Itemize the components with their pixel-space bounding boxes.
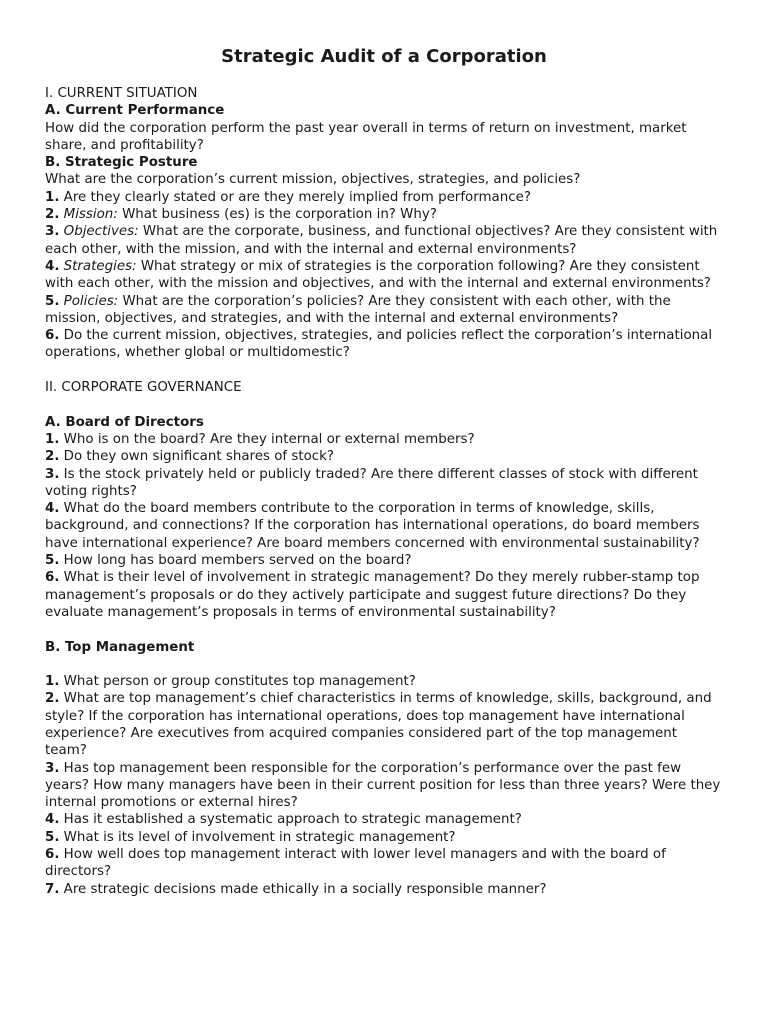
list-item: 5. How long has board members served on the board? — [45, 553, 412, 569]
list-item: 2. What are top management’s chief characteristics in terms of knowledge, skills, background, and style? If the corporation has international operations, does top management have international experience? Are executives from acquired companies considered part of the top management team? — [45, 691, 712, 759]
document-body — [45, 85, 723, 898]
list-item: 3. Is the stock privately held or publicly traded? Are there different classes of stock with different voting rights? — [45, 466, 698, 499]
list-item: 1. What person or group constitutes top management? — [45, 674, 416, 690]
spacer — [45, 621, 723, 638]
list-item: 7. Are strategic decisions made ethically in a socially responsible manner? — [45, 881, 547, 897]
spacer — [45, 362, 723, 379]
spacer — [45, 656, 723, 673]
list-item: 6. Do the current mission, objectives, strategies, and policies reflect the corporation’s international operations, whether global or multidomestic? — [45, 328, 713, 361]
spacer — [45, 396, 723, 413]
subsection-heading-board-of-directors: A. Board of Directors — [45, 414, 204, 430]
document-title: Strategic Audit of a Corporation — [221, 46, 547, 67]
list-item: 1. Are they clearly stated or are they merely implied from performance? — [45, 189, 531, 205]
list-item: 3. Has top management been responsible for the corporation’s performance over the past few years? How many managers have been in their current position for less than three years? Were they internal promotions or external hires? — [45, 760, 721, 811]
list-item: 5. Policies: What are the corporation’s policies? Are they consistent with each other, with the mission, objectives, and strategies, and with the internal and external environments? — [45, 293, 671, 326]
list-item: 6. How well does top management interact with lower level managers and with the board of directors? — [45, 847, 666, 880]
list-item: 4. Strategies: What strategy or mix of strategies is the corporation following? Are they consistent with each other, with the mission and objectives, and with the internal and external environments? — [45, 258, 711, 292]
strategic-posture-text: What are the corporation’s current mission, objectives, strategies, and policies? — [45, 172, 581, 188]
list-item: 2. Mission: What business (es) is the corporation in? Why? — [45, 207, 437, 223]
list-item: 6. What is their level of involvement in strategic management? Do they merely rubber-stamp top management’s proposals or do they actively participate and suggest future directions? Do they evaluate management’s proposals in terms of environmental sustainability? — [45, 570, 700, 620]
list-item: 5. What is its level of involvement in strategic management? — [45, 829, 456, 845]
list-item: 3. Objectives: What are the corporate, business, and functional objectives? Are they consistent with each other, with the mission, and with the internal and external environments? — [45, 224, 718, 257]
current-performance-text: How did the corporation perform the past year overall in terms of return on investment, market share, and profitability? — [45, 120, 687, 153]
list-item: 2. Do they own significant shares of stock? — [45, 449, 335, 465]
subsection-heading-current-performance: A. Current Performance — [45, 103, 225, 119]
subsection-heading-top-management: B. Top Management — [45, 639, 195, 655]
section-heading-current-situation: I. CURRENT SITUATION — [45, 86, 198, 101]
list-item: 4. What do the board members contribute to the corporation in terms of knowledge, skills, background, and connections? If the corporation has international operations, do board members have international experience? Are board members concerned with environmental sustainability? — [45, 501, 700, 551]
section-heading-corporate-governance: II. CORPORATE GOVERNANCE — [45, 380, 242, 396]
list-item: 1. Who is on the board? Are they internal or external members? — [45, 431, 475, 447]
list-item: 4. Has it established a systematic approach to strategic management? — [45, 812, 522, 828]
subsection-heading-strategic-posture: B. Strategic Posture — [45, 155, 198, 171]
